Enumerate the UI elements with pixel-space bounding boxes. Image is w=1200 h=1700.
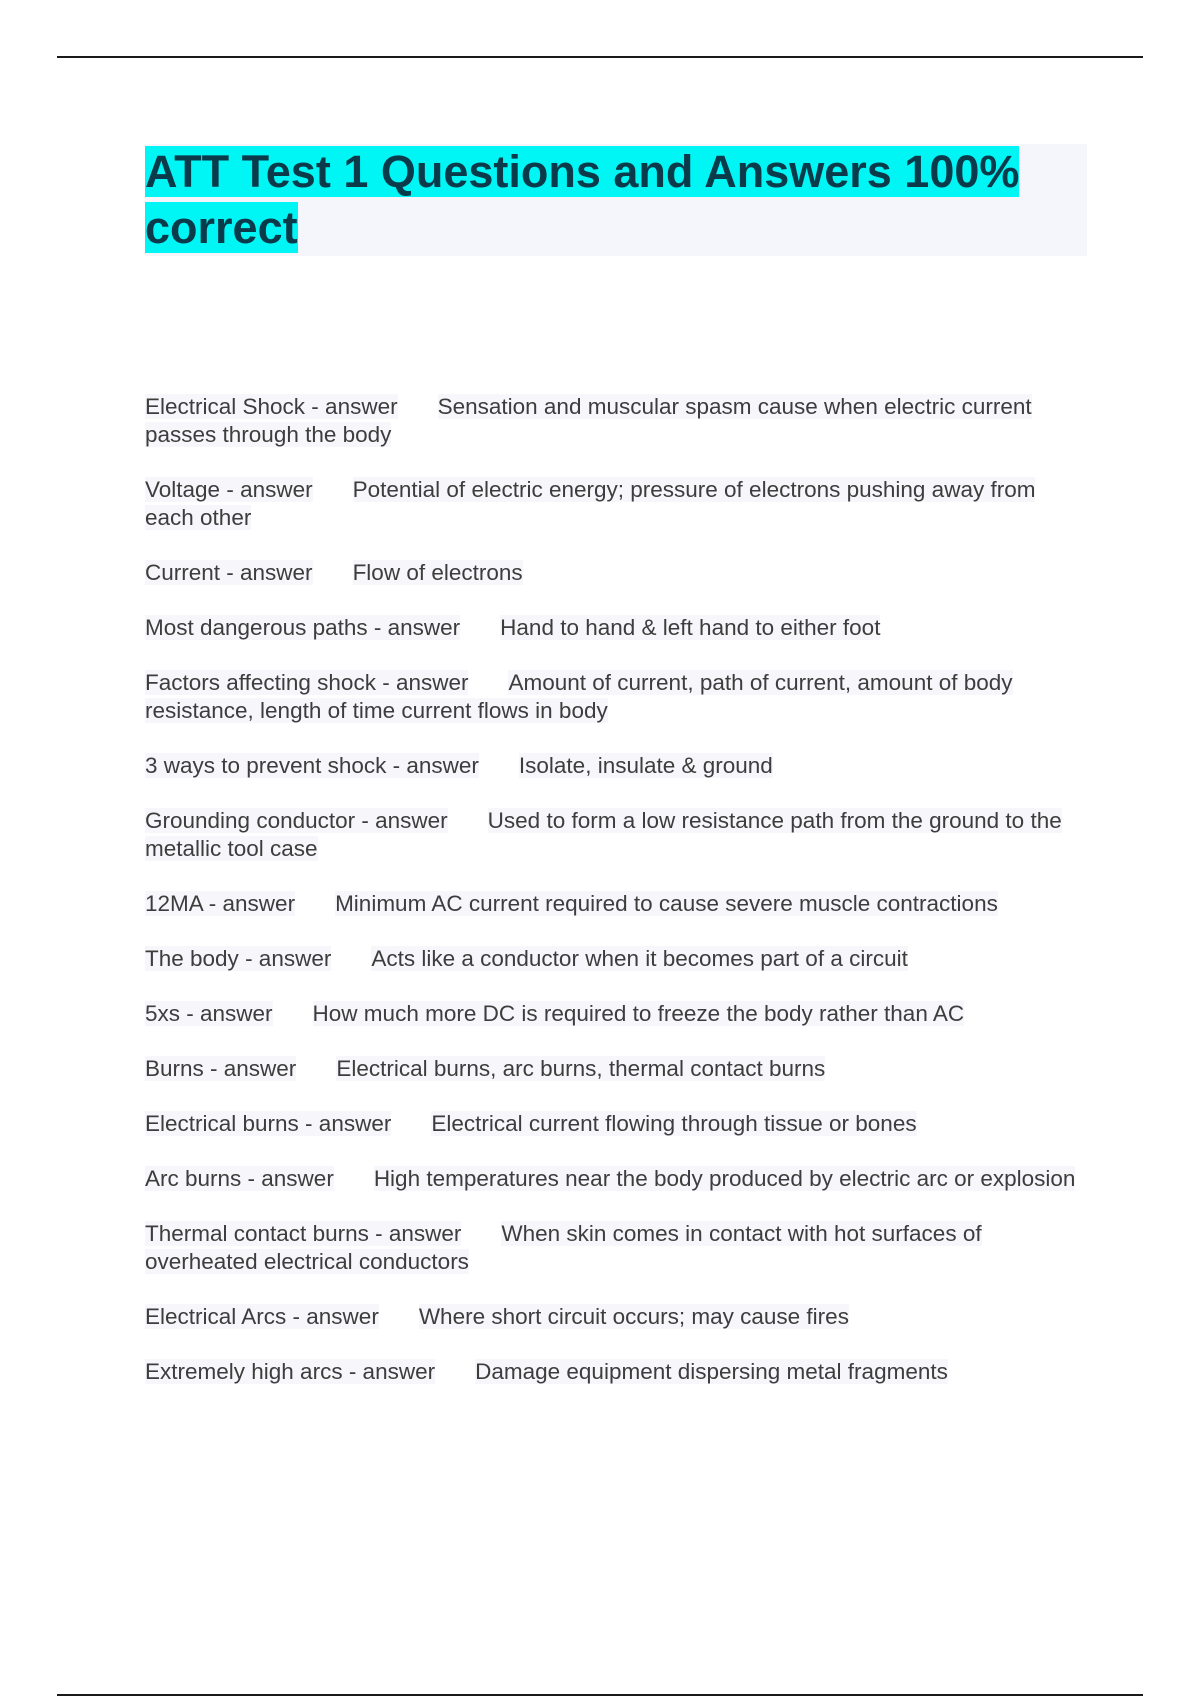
qa-item xyxy=(145,1055,1090,1083)
qa-definition: Damage equipment dispersing metal fragments xyxy=(475,1359,948,1384)
qa-term: 5xs - answer xyxy=(145,1001,273,1026)
qa-item xyxy=(145,559,1090,587)
qa-list xyxy=(145,393,1090,1413)
qa-item xyxy=(145,476,1090,532)
qa-term: Extremely high arcs - answer xyxy=(145,1359,436,1384)
qa-term: Most dangerous paths - answer xyxy=(145,615,461,640)
qa-definition: Electrical current flowing through tissue or bones xyxy=(431,1111,917,1136)
qa-definition: Minimum AC current required to cause severe muscle contractions xyxy=(335,891,998,916)
qa-definition: How much more DC is required to freeze the body rather than AC xyxy=(312,1001,965,1026)
qa-item xyxy=(145,1303,1090,1331)
qa-term: Burns - answer xyxy=(145,1056,297,1081)
qa-item xyxy=(145,1110,1090,1138)
qa-definition: High temperatures near the body produced by electric arc or explosion xyxy=(373,1166,1076,1191)
qa-item xyxy=(145,945,1090,973)
qa-term: 3 ways to prevent shock - answer xyxy=(145,753,479,778)
qa-definition: Flow of electrons xyxy=(352,560,523,585)
qa-item xyxy=(145,1358,1090,1386)
qa-item xyxy=(145,890,1090,918)
qa-term: Voltage - answer xyxy=(145,477,313,502)
qa-definition: Electrical burns, arc burns, thermal contact burns xyxy=(336,1056,826,1081)
qa-item xyxy=(145,752,1090,780)
qa-item xyxy=(145,669,1090,725)
document-title xyxy=(145,144,1087,256)
bottom-rule xyxy=(57,1694,1143,1696)
qa-term: Arc burns - answer xyxy=(145,1166,334,1191)
qa-item xyxy=(145,1165,1090,1193)
qa-term: Current - answer xyxy=(145,560,313,585)
qa-definition: Amount of current, path of current, amount of body resistance, length of time current flows in body xyxy=(145,670,1013,723)
qa-item xyxy=(145,1000,1090,1028)
qa-term: Grounding conductor - answer xyxy=(145,808,448,833)
qa-term: Electrical Shock - answer xyxy=(145,394,398,419)
top-rule xyxy=(57,56,1143,58)
title-block xyxy=(145,144,1087,256)
qa-item xyxy=(145,807,1090,863)
qa-item xyxy=(145,393,1090,449)
qa-term: Factors affecting shock - answer xyxy=(145,670,469,695)
qa-term: The body - answer xyxy=(145,946,332,971)
qa-item xyxy=(145,614,1090,642)
qa-definition: Where short circuit occurs; may cause fires xyxy=(418,1304,849,1329)
qa-definition: Sensation and muscular spasm cause when electric current passes through the body xyxy=(145,394,1032,447)
qa-definition: Hand to hand & left hand to either foot xyxy=(500,615,881,640)
title-highlight: ATT Test 1 Questions and Answers 100% correct xyxy=(145,146,1020,253)
qa-definition: Potential of electric energy; pressure of electrons pushing away from each other xyxy=(145,477,1036,530)
qa-term: Electrical Arcs - answer xyxy=(145,1304,379,1329)
qa-definition: Isolate, insulate & ground xyxy=(518,753,773,778)
qa-term: Electrical burns - answer xyxy=(145,1111,392,1136)
qa-definition: Used to form a low resistance path from the ground to the metallic tool case xyxy=(145,808,1062,861)
qa-term: 12MA - answer xyxy=(145,891,296,916)
qa-definition: Acts like a conductor when it becomes part of a circuit xyxy=(371,946,908,971)
qa-term: Thermal contact burns - answer xyxy=(145,1221,462,1246)
qa-item xyxy=(145,1220,1090,1276)
qa-definition: When skin comes in contact with hot surfaces of overheated electrical conductors xyxy=(145,1221,982,1274)
